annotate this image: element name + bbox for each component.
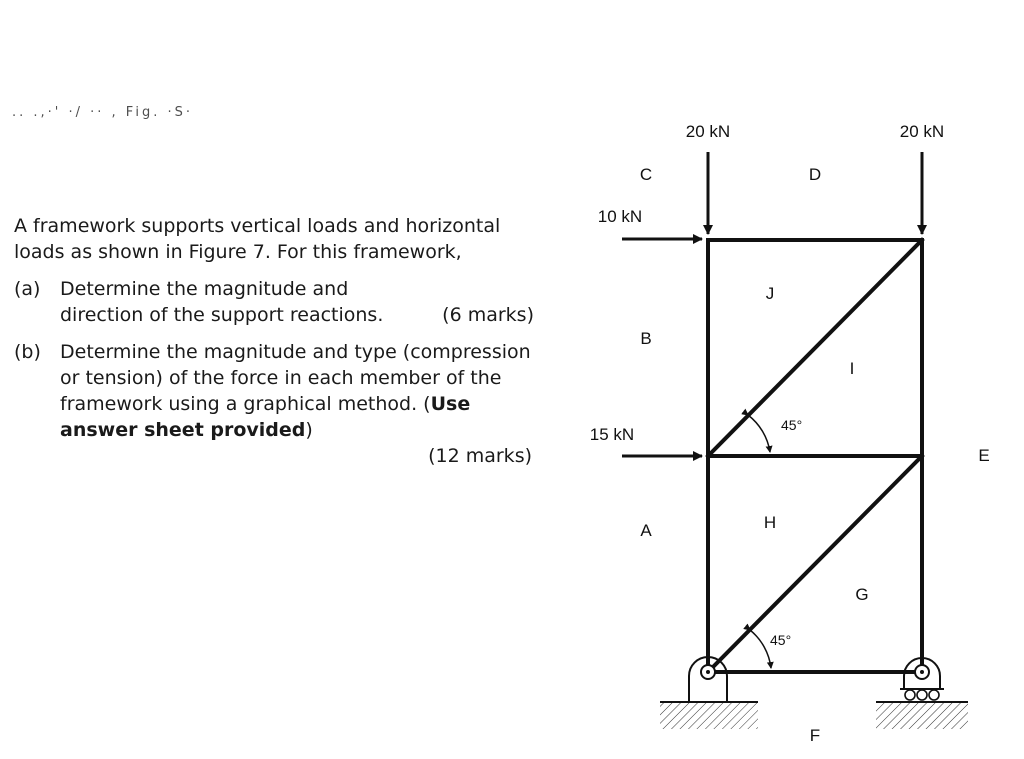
roller-support-right (876, 658, 968, 729)
load-label-horizontal-mid: 15 kN (589, 425, 635, 444)
load-label-top-left: 20 kN (685, 122, 731, 141)
space-label-f: F (809, 726, 821, 745)
part-b-marks: (12 marks) (428, 445, 532, 467)
angle-label-lower: 45° (770, 632, 792, 648)
angle-arc-upper (748, 415, 770, 452)
space-label-e: E (978, 446, 990, 465)
part-a-text: Determine the magnitude and direction of the support reactions. (60, 278, 384, 326)
part-b-bold-note: Use answer sheet provided (60, 393, 471, 441)
space-label-d: D (808, 165, 822, 184)
angle-label-upper: 45° (781, 417, 803, 433)
load-label-top-right: 20 kN (899, 122, 945, 141)
part-b-label: (b) (14, 341, 41, 363)
part-b-text-main: Determine the magnitude and type (compression or tension) of the force in each member of the framework using a graphical method. ( (60, 341, 531, 415)
space-label-i: I (849, 359, 855, 378)
space-label-j: J (765, 284, 775, 303)
space-label-g: G (855, 585, 869, 604)
member-upper-diagonal (708, 240, 922, 456)
part-a-label: (a) (14, 278, 41, 300)
space-label-b: B (640, 329, 652, 348)
cut-off-header-text: .. .,·' ·/ ·· , Fig. ·S· (12, 105, 193, 120)
member-lower-diagonal (708, 456, 922, 672)
load-label-horizontal-top: 10 kN (597, 207, 643, 226)
pin-support-left (660, 657, 758, 729)
part-a-marks: (6 marks) (442, 304, 534, 326)
space-label-c: C (639, 165, 653, 184)
space-label-a: A (640, 521, 652, 540)
space-label-h: H (763, 513, 777, 532)
angle-arc-lower (750, 630, 771, 668)
question-intro: A framework supports vertical loads and horizontal loads as shown in Figure 7. For this framework, (14, 215, 501, 263)
part-b-text-end: ) (305, 419, 313, 441)
